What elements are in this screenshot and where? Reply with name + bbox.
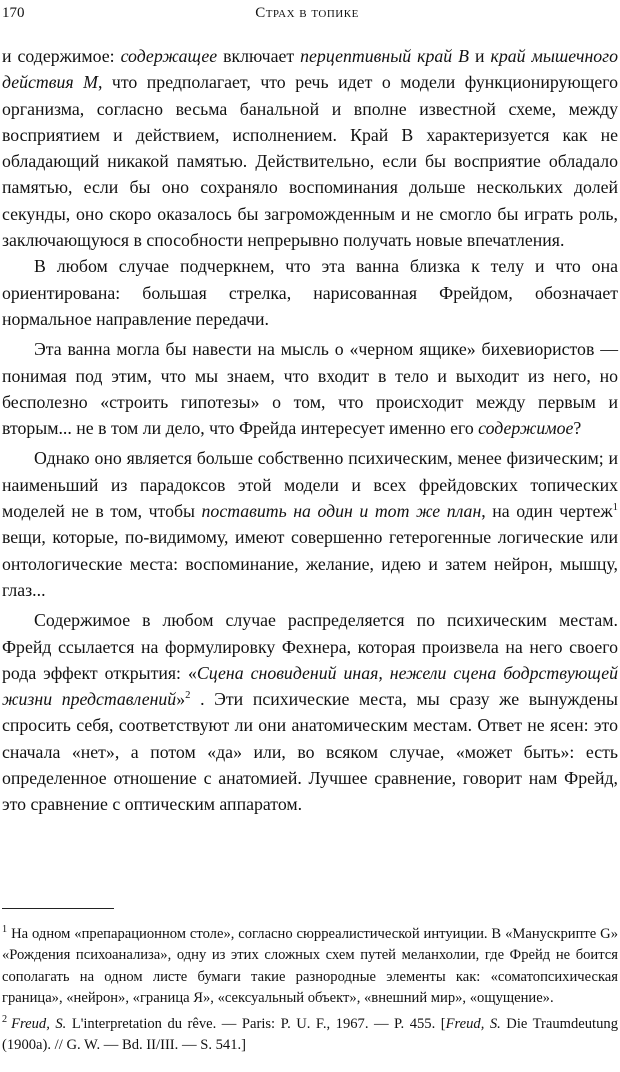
footnote-ref-1[interactable]: 1 [612, 501, 618, 514]
footnotes [2, 924, 618, 1056]
footnote-text: L'interpretation du rêve. — Paris: P. U. F., 1967. — P. 455. [ [66, 1015, 446, 1032]
paragraph-1 [2, 43, 618, 253]
paragraph-5 [2, 607, 618, 817]
italic-term: край мышечного действия М [2, 46, 618, 93]
text-run: и содержимое: [2, 46, 121, 66]
italic-term: содержимое [478, 418, 574, 439]
text-run: , что предполагает, что речь идет о модели функционирующего организма, согласно весьма банальной и вполне известной схеме, между восприятием и действием, исполнением. Край В характеризуется как не обладающий никакой памятью. Действительно, если бы восприятие обладало памятью, если бы оно сохраняло воспоминания дольше нескольких долей секунды, оно скоро оказалось бы загроможденным и не смогло бы играть роль, заключающуюся в способности непрерывно получать новые впечатления. [2, 72, 618, 251]
italic-term: содержащее [120, 46, 218, 66]
page-header [2, 2, 612, 26]
paragraph-3 [2, 336, 618, 441]
running-title: Страх в топике [255, 5, 359, 21]
footnote-marker: 1 [2, 924, 8, 936]
footnote-text: На одном «препарационном столе», согласно сюрреалистической интуиции. В «Манускрипте G» «Рождения психоанализа», одну из этих сложных схем путей меланхолии, где Фрейд не боится сополагать на одном листе бумаги такие разнородные элементы как: «соматопсихическая граница», «нейрон», «граница Я», «сексуальный объект», «внешний мир», «ощущение». [2, 926, 618, 1007]
text-run: и [468, 46, 491, 66]
paragraph-2 [2, 253, 618, 332]
paragraph-4 [2, 445, 618, 603]
footnote-author: Freud, S. [11, 1015, 67, 1032]
footnote-2 [2, 1014, 618, 1057]
italic-term: поставить на один и тот же план [201, 501, 482, 522]
text-run: ? [573, 418, 582, 439]
text-run: » [176, 689, 186, 710]
italic-quote: Сцена сновидений иная, нежели сцена бодрствующей жизни представлений [2, 662, 618, 710]
footnote-marker: 2 [2, 1013, 8, 1025]
footnote-ref-2[interactable]: 2 [185, 689, 191, 702]
footnote-text: Die Traumdeutung (1900a). // G. W. — Bd. II/III. — S. 541.] [2, 1015, 618, 1054]
footnote-author: Freud, S. [445, 1015, 501, 1032]
main-text [2, 43, 618, 818]
italic-term: перцептивный край В [300, 46, 469, 66]
text-run: , на один чертеж [481, 501, 613, 522]
footnote-1 [2, 924, 618, 1010]
text-run: включает [217, 46, 301, 66]
text-run: Эта ванна могла бы навести на мысль о «черном ящике» бихевиористов — понимая под этим, что мы знаем, что входит в тело и выходит из него, но бесполезно «строить гипотезы» о том, что происходит между первым и вторым... не в том ли дело, что Фрейда интересует именно его [2, 339, 618, 439]
text-run: вещи, которые, по-видимому, имеют совершенно гетерогенные логические или онтологические места: воспоминание, желание, идею и затем нейрон, мышцу, глаз... [2, 527, 618, 600]
text-run: . Эти психические места, мы сразу же вынуждены спросить себя, соответствуют ли они анатомическим местам. Ответ не ясен: это сначала «нет», а потом «да» или, во всяком случае, «может быть»: есть определенное отношение с анатомией. Лучшее сравнение, говорит нам Фрейд, это сравнение с оптическим аппаратом. [2, 689, 618, 815]
footnote-divider [2, 908, 114, 909]
text-run: Содержимое в любом случае распределяется по психическим местам. Фрейд ссылается на формулировку Фехнера, которая произвела на него своего рода эффект открытия: « [2, 610, 618, 683]
text-run: Однако оно является больше собственно психическим, менее физическим; и наименьший из парадоксов этой модели и всех фрейдовских топических моделей не в том, чтобы [2, 448, 618, 522]
page-number: 170 [2, 5, 25, 21]
text-run: В любом случае подчеркнем, что эта ванна близка к телу и что она ориентирована: большая стрелка, нарисованная Фрейдом, обозначает нормальное направление передачи. [2, 256, 618, 329]
